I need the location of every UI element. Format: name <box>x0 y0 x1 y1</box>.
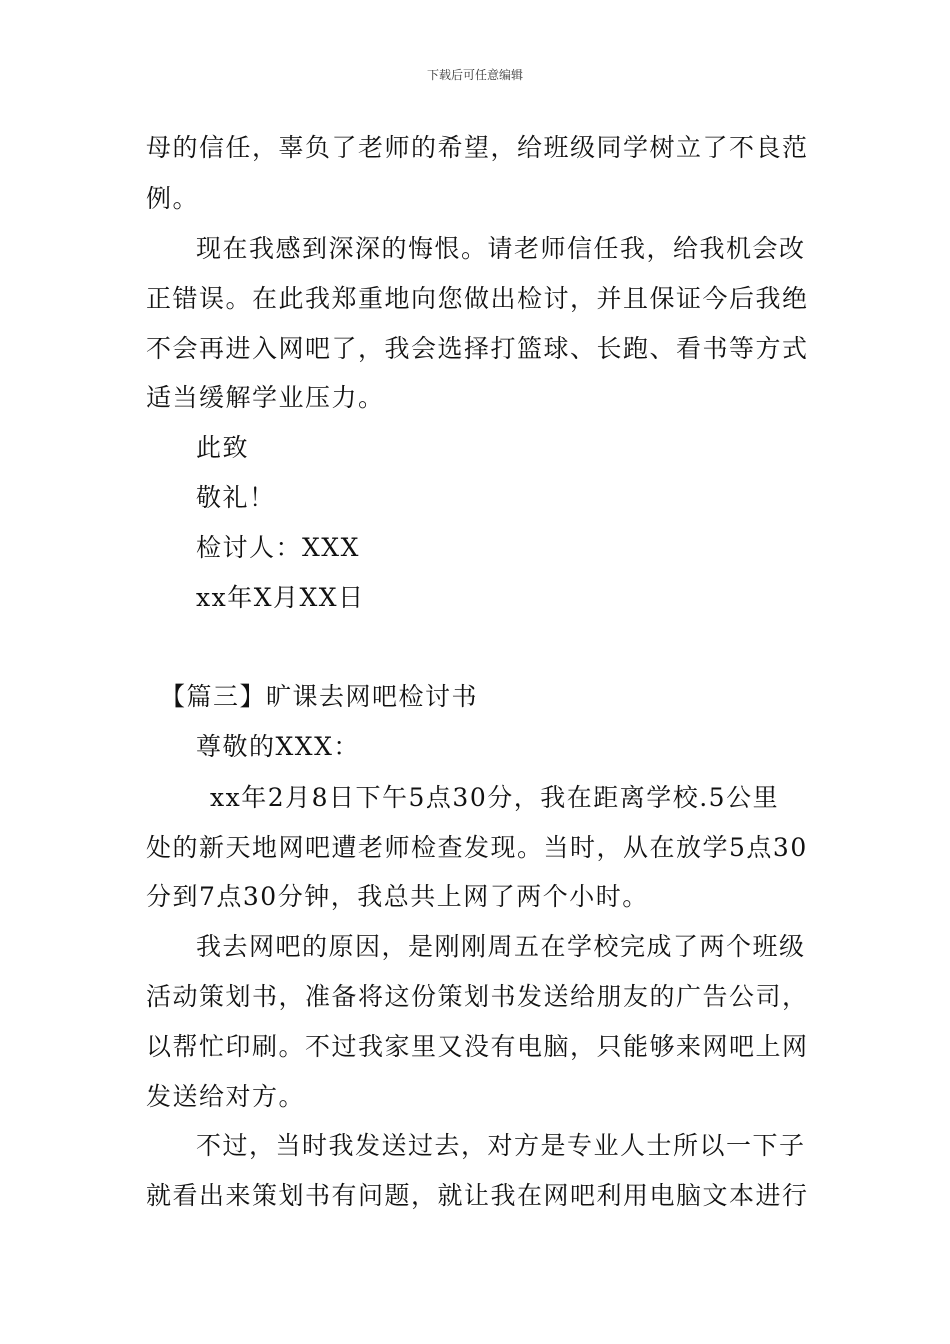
closing-regards: 敬礼！ <box>196 483 276 512</box>
paragraph-line: 处的新天地网吧遭老师检查发现。当时，从在放学5点30 <box>146 833 808 862</box>
paragraph-line: 我去网吧的原因，是刚刚周五在学校完成了两个班级 <box>196 932 806 961</box>
section-heading: 【篇三】旷课去网吧检讨书 <box>160 682 479 711</box>
paragraph-line: 例。 <box>146 184 200 213</box>
paragraph-line: 活动策划书，准备将这份策划书发送给朋友的广告公司， <box>146 982 809 1011</box>
paragraph-line: xx年2月8日下午5点30分，我在距离学校.5公里 <box>210 783 780 812</box>
date-line: xx年X月XX日 <box>196 583 365 612</box>
paragraph-line: 发送给对方。 <box>146 1082 306 1111</box>
signature-line: 检讨人：XXX <box>196 533 360 562</box>
paragraph-line: 以帮忙印刷。不过我家里又没有电脑，只能够来网吧上网 <box>146 1032 809 1061</box>
greeting-line: 尊敬的XXX： <box>196 732 360 761</box>
paragraph-line: 正错误。在此我郑重地向您做出检讨，并且保证今后我绝 <box>146 284 809 313</box>
paragraph-line: 母的信任，辜负了老师的希望，给班级同学树立了不良范 <box>146 133 809 162</box>
paragraph-line: 现在我感到深深的悔恨。请老师信任我，给我机会改 <box>196 234 806 263</box>
paragraph-line: 适当缓解学业压力。 <box>146 383 385 412</box>
paragraph-line: 不过，当时我发送过去，对方是专业人士所以一下子 <box>196 1131 806 1160</box>
paragraph-line: 分到7点30分钟，我总共上网了两个小时。 <box>146 882 649 911</box>
paragraph-line: 就看出来策划书有问题，就让我在网吧利用电脑文本进行 <box>146 1181 809 1210</box>
closing-salutation: 此致 <box>196 433 250 462</box>
page-header: 下载后可任意编辑 <box>426 68 523 82</box>
paragraph-line: 不会再进入网吧了，我会选择打篮球、长跑、看书等方式 <box>146 334 809 363</box>
